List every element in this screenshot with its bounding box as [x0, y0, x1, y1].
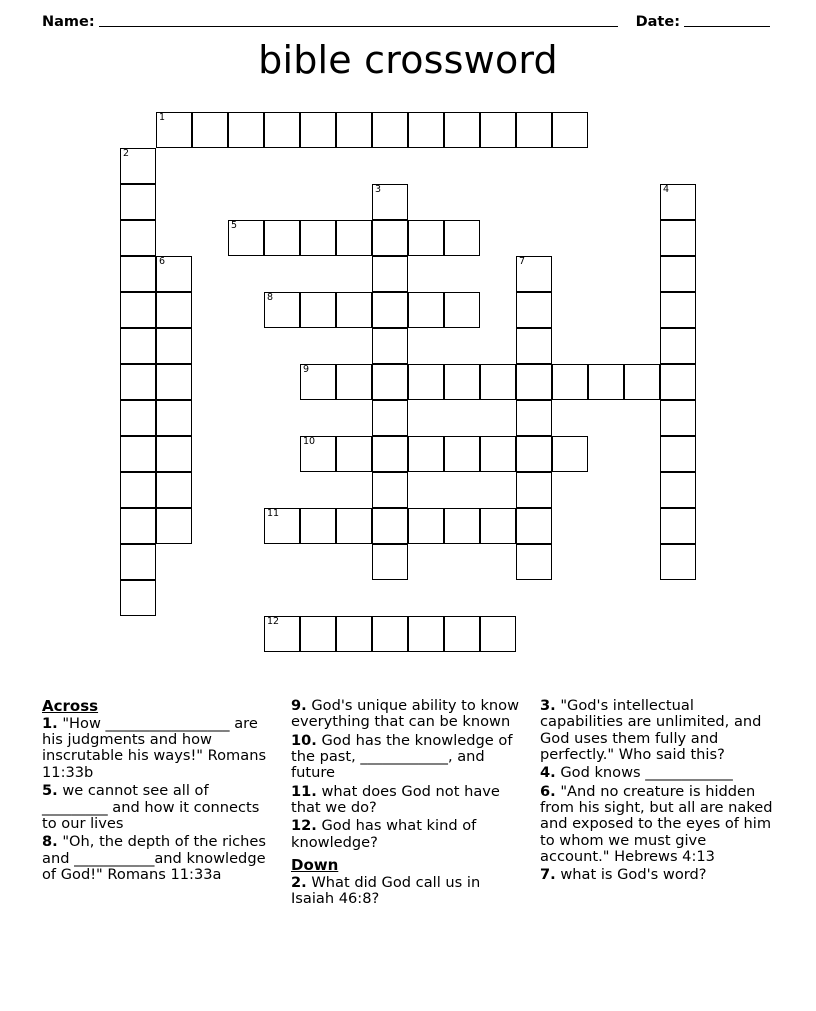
cell-number: 2	[123, 148, 130, 159]
cell-number: 9	[303, 364, 310, 375]
clue-column-1	[42, 698, 277, 910]
grid-cell[interactable]	[660, 400, 696, 436]
date-write-line[interactable]	[684, 26, 770, 27]
clue-text: what does God not have that we do?	[291, 782, 500, 817]
clue-item	[540, 867, 776, 883]
clue-text: "God's intellectual capabilities are unlimited, and God uses them fully and perfectly." Who said this?	[540, 697, 762, 764]
grid-cell[interactable]	[372, 544, 408, 580]
grid-cell[interactable]	[372, 400, 408, 436]
clue-text: what is God's word?	[555, 866, 707, 884]
cell-number: 11	[267, 508, 280, 519]
grid-cell[interactable]	[480, 112, 516, 148]
cell-number: 12	[267, 616, 280, 627]
grid-cell[interactable]	[516, 328, 552, 364]
grid-cell[interactable]	[516, 436, 552, 472]
grid-cell[interactable]	[120, 544, 156, 580]
across-heading: Across	[42, 697, 99, 715]
clue-item	[42, 716, 277, 781]
grid-cell[interactable]	[480, 436, 516, 472]
grid-cell[interactable]	[300, 436, 336, 472]
clue-number: 9.	[291, 697, 307, 714]
cell-number: 10	[303, 436, 316, 447]
grid-cell[interactable]	[228, 220, 264, 256]
clue-item	[42, 834, 277, 883]
name-write-line[interactable]	[99, 26, 618, 27]
grid-cell[interactable]	[372, 364, 408, 400]
grid-cell[interactable]	[372, 328, 408, 364]
grid-cell[interactable]	[660, 184, 696, 220]
grid-cell[interactable]	[480, 616, 516, 652]
date-label: Date:	[635, 14, 680, 30]
grid-cell[interactable]	[372, 508, 408, 544]
grid-cell[interactable]	[408, 220, 444, 256]
cell-number: 5	[231, 220, 238, 231]
grid-cell[interactable]	[444, 616, 480, 652]
grid-cell[interactable]	[660, 436, 696, 472]
clue-number: 2.	[291, 873, 307, 891]
grid-cell[interactable]	[336, 220, 372, 256]
grid-cell[interactable]	[156, 364, 192, 400]
grid-cell[interactable]	[408, 112, 444, 148]
grid-cell[interactable]	[372, 220, 408, 256]
grid-cell[interactable]	[516, 112, 552, 148]
grid-cell[interactable]	[120, 580, 156, 616]
grid-cell[interactable]	[624, 364, 660, 400]
grid-cell[interactable]	[336, 292, 372, 328]
grid-cell[interactable]	[516, 256, 552, 292]
clue-text: God's unique ability to know everything that can be known	[291, 697, 520, 731]
grid-cell[interactable]	[372, 184, 408, 220]
grid-cell[interactable]	[660, 364, 696, 400]
cell-number: 3	[375, 184, 382, 195]
grid-cell[interactable]	[660, 472, 696, 508]
cell-number: 1	[159, 112, 166, 123]
grid-cell[interactable]	[156, 112, 192, 148]
grid-cell[interactable]	[156, 292, 192, 328]
grid-cell[interactable]	[516, 472, 552, 508]
grid-cell[interactable]	[156, 436, 192, 472]
grid-cell[interactable]	[264, 616, 300, 652]
grid-cell[interactable]	[372, 292, 408, 328]
grid-cell[interactable]	[264, 112, 300, 148]
cell-number: 6	[159, 256, 166, 267]
clue-item	[540, 765, 776, 781]
grid-cell[interactable]	[444, 364, 480, 400]
grid-cell[interactable]	[120, 220, 156, 256]
clue-text: we cannot see all of _________ and how it connects to our lives	[42, 782, 260, 832]
cell-number: 8	[267, 292, 274, 303]
clue-item	[291, 698, 526, 731]
grid-cell[interactable]	[120, 364, 156, 400]
clue-column-3	[540, 698, 776, 910]
clue-item	[540, 698, 776, 763]
grid-cell[interactable]	[660, 508, 696, 544]
grid-cell[interactable]	[300, 292, 336, 328]
crossword-grid[interactable]	[0, 108, 816, 688]
grid-cell[interactable]	[552, 112, 588, 148]
clue-text: God has the knowledge of the past, ____________, and future	[291, 731, 513, 782]
grid-cell[interactable]	[480, 364, 516, 400]
name-date-row	[42, 8, 774, 30]
grid-cell[interactable]	[444, 436, 480, 472]
grid-cell[interactable]	[480, 508, 516, 544]
grid-cell[interactable]	[372, 436, 408, 472]
grid-cell[interactable]	[156, 508, 192, 544]
clue-item	[291, 784, 526, 817]
clue-item	[291, 875, 526, 908]
clue-number: 1.	[42, 714, 58, 732]
grid-cell[interactable]	[660, 256, 696, 292]
grid-cell[interactable]	[444, 220, 480, 256]
clue-number: 8.	[42, 833, 58, 851]
grid-cell[interactable]	[372, 256, 408, 292]
page-title: bible crossword	[258, 38, 558, 82]
grid-cell[interactable]	[516, 364, 552, 400]
clues-area	[42, 698, 776, 910]
clue-text: What did God call us in Isaiah 46:8?	[291, 873, 481, 908]
grid-cell[interactable]	[516, 292, 552, 328]
grid-cell[interactable]	[264, 292, 300, 328]
clue-text: "And no creature is hidden from his sight, but all are naked and exposed to the eyes of him to whom we must give account." Hebrews 4:13	[540, 782, 773, 866]
grid-cell[interactable]	[120, 148, 156, 184]
name-label: Name:	[42, 14, 95, 30]
grid-cell[interactable]	[336, 616, 372, 652]
grid-cell[interactable]	[372, 472, 408, 508]
clue-number: 6.	[540, 782, 556, 800]
grid-cell[interactable]	[660, 220, 696, 256]
grid-cell[interactable]	[336, 436, 372, 472]
clue-text: "How _________________ are his judgments and how inscrutable his ways!" Romans 11:33b	[42, 714, 267, 781]
grid-cell[interactable]	[300, 508, 336, 544]
grid-cell[interactable]	[444, 112, 480, 148]
grid-cell[interactable]	[120, 292, 156, 328]
grid-cell[interactable]	[336, 508, 372, 544]
grid-cell[interactable]	[264, 508, 300, 544]
clue-item	[291, 818, 526, 851]
clue-number: 7.	[540, 866, 556, 884]
grid-cell[interactable]	[120, 436, 156, 472]
cell-number: 4	[663, 184, 670, 195]
grid-cell[interactable]	[372, 112, 408, 148]
grid-cell[interactable]	[156, 328, 192, 364]
grid-cell[interactable]	[408, 508, 444, 544]
clue-number: 4.	[540, 764, 556, 782]
clue-item	[540, 784, 776, 866]
grid-cell[interactable]	[408, 436, 444, 472]
grid-cell[interactable]	[300, 364, 336, 400]
grid-cell[interactable]	[120, 328, 156, 364]
grid-cell[interactable]	[660, 328, 696, 364]
grid-cell[interactable]	[516, 508, 552, 544]
grid-cell[interactable]	[516, 400, 552, 436]
grid-cell[interactable]	[300, 616, 336, 652]
grid-cell[interactable]	[228, 112, 264, 148]
clue-text: "Oh, the depth of the riches and ___________and knowledge of God!" Romans 11:33a	[42, 833, 266, 883]
clue-number: 5.	[42, 782, 58, 800]
grid-cell[interactable]	[552, 364, 588, 400]
grid-cell[interactable]	[120, 256, 156, 292]
grid-cell[interactable]	[516, 544, 552, 580]
grid-cell[interactable]	[120, 508, 156, 544]
grid-cell[interactable]	[408, 616, 444, 652]
clue-number: 10.	[291, 731, 317, 749]
clue-item	[42, 783, 277, 832]
clue-number: 12.	[291, 817, 317, 835]
clue-item	[291, 733, 526, 782]
grid-cell[interactable]	[120, 472, 156, 508]
grid-cell[interactable]	[156, 400, 192, 436]
grid-cell[interactable]	[408, 292, 444, 328]
down-heading: Down	[291, 856, 339, 875]
grid-cell[interactable]	[120, 184, 156, 220]
grid-cell[interactable]	[444, 508, 480, 544]
grid-cell[interactable]	[156, 472, 192, 508]
clue-number: 3.	[540, 697, 556, 714]
grid-cell[interactable]	[660, 544, 696, 580]
clue-text: God knows ____________	[555, 764, 733, 782]
grid-cell[interactable]	[300, 112, 336, 148]
grid-cell[interactable]	[660, 292, 696, 328]
grid-cell[interactable]	[300, 220, 336, 256]
grid-cell[interactable]	[588, 364, 624, 400]
grid-cell[interactable]	[336, 112, 372, 148]
grid-cell[interactable]	[408, 364, 444, 400]
clue-column-2	[291, 698, 526, 910]
grid-cell[interactable]	[336, 364, 372, 400]
grid-cell[interactable]	[192, 112, 228, 148]
grid-cell[interactable]	[444, 292, 480, 328]
clue-number: 11.	[291, 782, 317, 800]
grid-cell[interactable]	[372, 616, 408, 652]
cell-number: 7	[519, 256, 526, 267]
grid-cell[interactable]	[120, 400, 156, 436]
grid-cell[interactable]	[156, 256, 192, 292]
clue-text: God has what kind of knowledge?	[291, 817, 477, 851]
grid-cell[interactable]	[264, 220, 300, 256]
grid-cell[interactable]	[552, 436, 588, 472]
